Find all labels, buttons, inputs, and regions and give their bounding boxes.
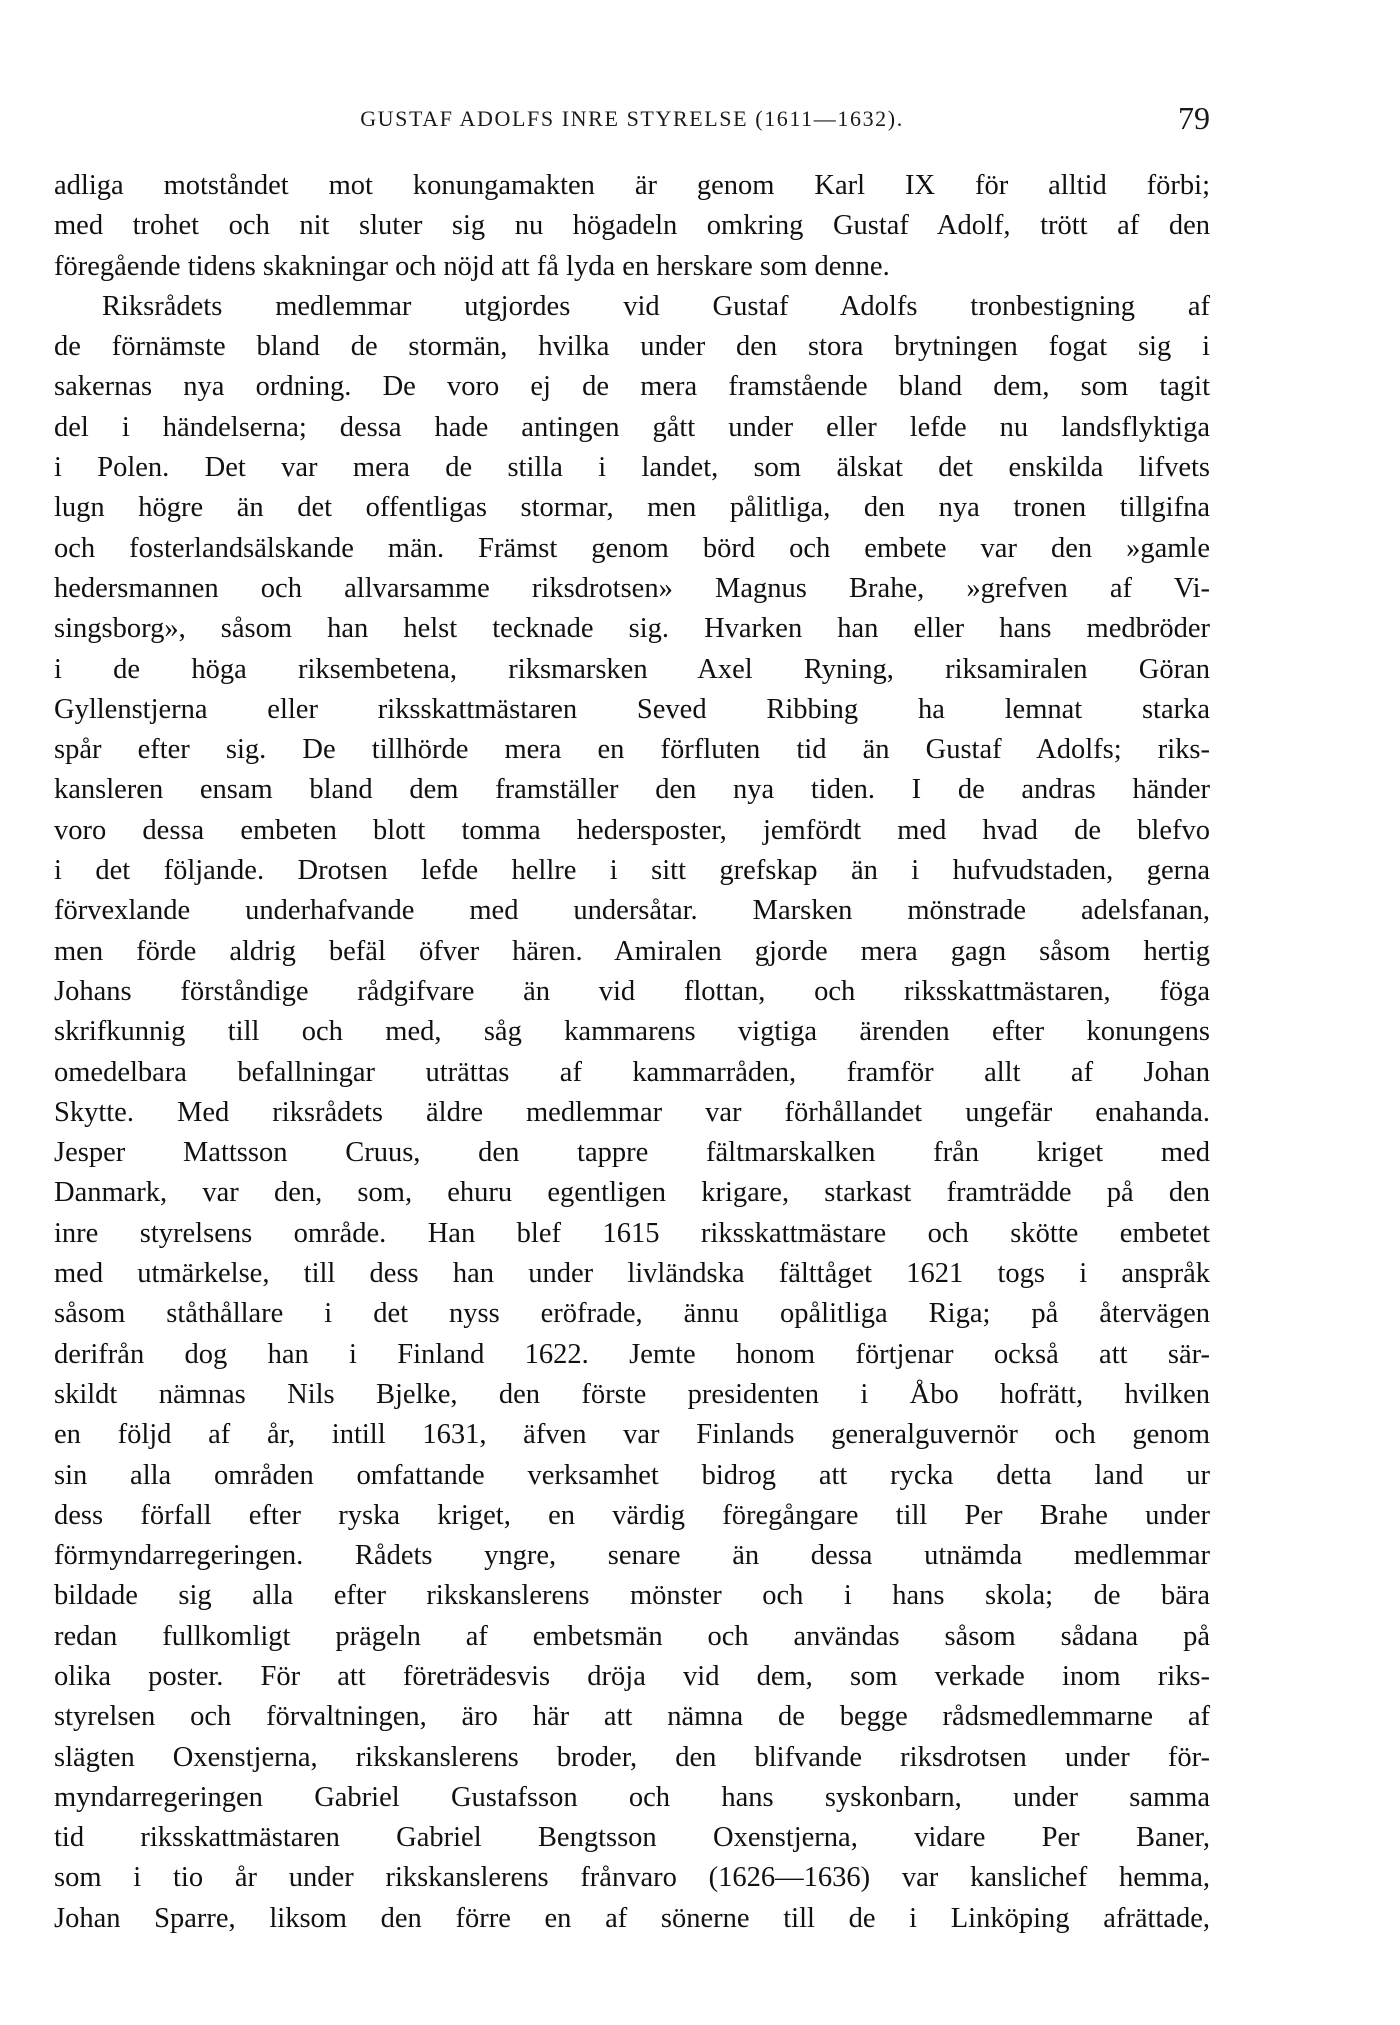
text-line: såsom ståthållare i det nyss eröfrade, ännu opålitliga Riga; på återvägen (54, 1298, 1210, 1330)
text-line: i det följande. Drotsen lefde hellre i sitt grefskap än i hufvudstaden, gerna (54, 855, 1210, 887)
page-header (54, 100, 1210, 140)
text-line: Riksrådets medlemmar utgjordes vid Gustaf Adolfs tronbestigning af (102, 290, 1210, 322)
body-text (54, 166, 1210, 1939)
text-line: lugn högre än det offentligas stormar, men pålitliga, den nya tronen tillgifna (54, 492, 1210, 524)
text-line: singsborg», såsom han helst tecknade sig. Hvarken han eller hans medbröder (54, 613, 1210, 645)
text-line: i Polen. Det var mera de stilla i landet, som älskat det enskilda lifvets (54, 452, 1210, 484)
page-number: 79 (1178, 100, 1210, 136)
text-line: med trohet och nit sluter sig nu högadeln omkring Gustaf Adolf, trött af den (54, 210, 1210, 242)
text-line: skildt nämnas Nils Bjelke, den förste presidenten i Åbo hofrätt, hvilken (54, 1378, 1210, 1410)
text-line: förmyndarregeringen. Rådets yngre, senare än dessa utnämda medlemmar (54, 1540, 1210, 1572)
text-line: bildade sig alla efter rikskanslerens mönster och i hans skola; de bära (54, 1580, 1210, 1612)
text-line: som i tio år under rikskanslerens frånvaro (1626—1636) var kanslichef hemma, (54, 1862, 1210, 1894)
text-line: Skytte. Med riksrådets äldre medlemmar var förhållandet ungefär enahanda. (54, 1096, 1210, 1128)
text-line: omedelbara befallningar uträttas af kammarråden, framför allt af Johan (54, 1056, 1210, 1088)
text-line: adliga motståndet mot konungamakten är genom Karl IX för alltid förbi; (54, 170, 1210, 201)
text-line: del i händelserna; dessa hade antingen gått under eller lefde nu landsflyktiga (54, 411, 1210, 443)
text-line: de förnämste bland de stormän, hvilka under den stora brytningen fogat sig i (54, 331, 1210, 363)
text-line: Johan Sparre, liksom den förre en af sönerne till de i Linköping afrättade, (54, 1902, 1210, 1934)
text-line: sin alla områden omfattande verksamhet bidrog att rycka detta land ur (54, 1459, 1210, 1491)
text-line: med utmärkelse, till dess han under livländska fälttåget 1621 togs i anspråk (54, 1258, 1210, 1290)
text-line: styrelsen och förvaltningen, äro här att nämna de begge rådsmedlemmarne af (54, 1701, 1210, 1733)
text-line: spår efter sig. De tillhörde mera en förfluten tid än Gustaf Adolfs; riks- (54, 734, 1210, 766)
text-line: föregående tidens skakningar och nöjd att få lyda en herskare som denne. (54, 250, 890, 282)
text-line: i de höga riksembetena, riksmarsken Axel Ryning, riksamiralen Göran (54, 653, 1210, 685)
text-line: slägten Oxenstjerna, rikskanslerens broder, den blifvande riksdrotsen under för- (54, 1741, 1210, 1773)
text-line: förvexlande underhafvande med undersåtar. Marsken mönstrade adelsfanan, (54, 895, 1210, 927)
text-line: men förde aldrig befäl öfver hären. Amiralen gjorde mera gagn såsom hertig (54, 935, 1210, 967)
text-line: voro dessa embeten blott tomma hedersposter, jemfördt med hvad de blefvo (54, 814, 1210, 846)
text-line: Danmark, var den, som, ehuru egentligen krigare, starkast framträdde på den (54, 1177, 1210, 1209)
text-line: skrifkunnig till och med, såg kammarens vigtiga ärenden efter konungens (54, 1016, 1210, 1048)
text-line: derifrån dog han i Finland 1622. Jemte honom förtjenar också att sär- (54, 1338, 1210, 1370)
text-line: en följd af år, intill 1631, äfven var Finlands generalguvernör och genom (54, 1419, 1210, 1451)
text-line: hedersmannen och allvarsamme riksdrotsen» Magnus Brahe, »grefven af Vi- (54, 572, 1210, 604)
text-line: sakernas nya ordning. De voro ej de mera framstående bland dem, som tagit (54, 371, 1210, 403)
text-line: redan fullkomligt prägeln af embetsmän och användas såsom sådana på (54, 1620, 1210, 1652)
text-line: tid riksskattmästaren Gabriel Bengtsson Oxenstjerna, vidare Per Baner, (54, 1822, 1210, 1854)
text-line: Johans förståndige rådgifvare än vid flottan, och riksskattmästaren, föga (54, 975, 1210, 1007)
text-line: Jesper Mattsson Cruus, den tappre fältmarskalken från kriget med (54, 1137, 1210, 1169)
text-line: dess förfall efter ryska kriget, en värdig föregångare till Per Brahe under (54, 1499, 1210, 1531)
text-line: inre styrelsens område. Han blef 1615 riksskattmästare och skötte embetet (54, 1217, 1210, 1249)
text-line: olika poster. För att företrädesvis dröja vid dem, som verkade inom riks- (54, 1660, 1210, 1692)
text-line: kansleren ensam bland dem framställer den nya tiden. I de andras händer (54, 774, 1210, 806)
text-line: Gyllenstjerna eller riksskattmästaren Seved Ribbing ha lemnat starka (54, 693, 1210, 725)
text-line: och fosterlandsälskande män. Främst genom börd och embete var den »gamle (54, 532, 1210, 564)
running-head: GUSTAF ADOLFS INRE STYRELSE (1611—1632). (360, 106, 904, 131)
text-line: myndarregeringen Gabriel Gustafsson och hans syskonbarn, under samma (54, 1781, 1210, 1813)
